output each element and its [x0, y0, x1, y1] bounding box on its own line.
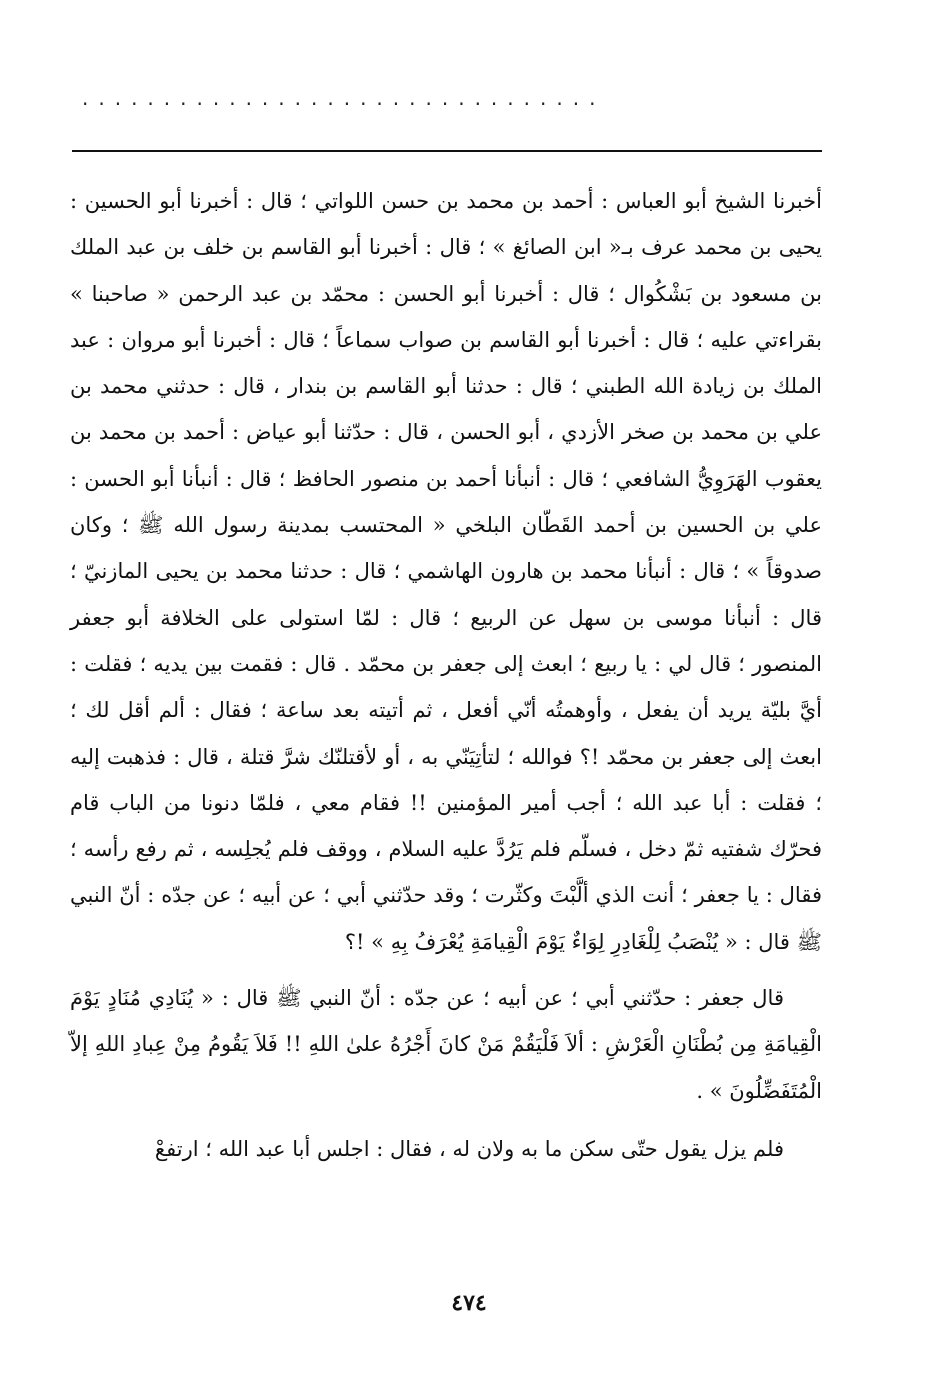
page-number: ٤٧٤ — [451, 1290, 487, 1316]
paragraph-isnad: أخبرنا الشيخ أبو العباس : أحمد بن محمد بن حسن اللواتي ؛ قال : أخبرنا أبو الحسين : يحيى بن محمد عرف بـ« ابن الصائغ » ؛ قال : أخبرنا أبو القاسم بن خلف بن عبد الملك بن مسعود بن بَشْكُوال ؛ قال : أخبرنا أبو الحسن : محمّد بن عبد الرحمن « صاحبنا » بقراءتي عليه ؛ قال : أخبرنا أبو القاسم بن صواب سماعاً ؛ قال : أخبرنا أبو مروان : عبد الملك بن زيادة الله الطبني ؛ قال : حدثنا أبو القاسم بن بندار ، قال : حدثني محمد بن علي بن محمد بن صخر الأزدي ، أبو الحسن ، قال : حدّثنا أبو عياض : أحمد بن محمد بن يعقوب الهَرَوِيُّ الشافعي ؛ قال : أنبأنا أحمد بن منصور الحافظ ؛ قال : أنبأنا أبو الحسن : علي بن الحسين بن أحمد القَطّان البلخي « المحتسب بمدينة رسول الله ﷺ ؛ وكان صدوقاً » ؛ قال : أنبأنا محمد بن هارون الهاشمي ؛ قال : حدثنا محمد بن يحيى المازنيّ ؛ قال : أنبأنا موسى بن سهل عن الربيع ؛ قال : لمّا استولى على الخلافة أبو جعفر المنصور ؛ قال لي : يا ربيع ؛ ابعث إلى جعفر بن محمّد . قال : فقمت بين يديه ؛ فقلت : أيَّ بليّة يريد أن يفعل ، وأوهمتُه أنّي أفعل ، ثم أتيته بعد ساعة ؛ فقال : ألم أقل لك ؛ ابعث إلى جعفر بن محمّد !؟ فوالله ؛ لتأتِيَنّي به ، أو لأقتلنّك شرَّ قتلة ، قال : فذهبت إليه ؛ فقلت : أبا عبد الله ؛ أجب أمير المؤمنين !! فقام معي ، فلمّا دنونا من الباب قام فحرّك شفتيه ثمّ دخل ، فسلّم فلم يَرُدَّ عليه السلام ، ووقف فلم يُجلِسه ، ثم رفع رأسه ؛ فقال : يا جعفر ؛ أنت الذي ألَّبْتَ وكثّرت ؛ وقد حدّثني أبي ؛ عن أبيه ؛ عن جدّه : أنّ النبي ﷺ قال : « يُنْصَبُ لِلْغَادِرِ لِوَاءٌ يَوْمَ الْقِيامَةِ يُعْرَفُ بِهِ » !؟ — [70, 189, 822, 954]
header-dotted-line: ................................ — [82, 86, 606, 110]
paragraph-continuation: فلم يزل يقول حتّى سكن ما به ولان له ، فقال : اجلس أبا عبد الله ؛ ارتفعْ — [154, 1136, 784, 1161]
paragraph-jafar-hadith: قال جعفر : حدّثني أبي ؛ عن أبيه ؛ عن جدّه : أنّ النبي ﷺ قال : « يُنَادِي مُنَادٍ يَوْمَ الْقِيامَةِ مِن بُطْنَانِ الْعَرْشِ : ألاَ فَلْيَقُمْ مَنْ كانَ أَجْرُهُ علىٰ اللهِ !! فَلاَ يَقُومُ مِنْ عِبادِ اللهِ إلاّ الْمُتَفَضِّلُونَ » . — [70, 986, 822, 1103]
header-rule — [72, 150, 822, 152]
page-body — [70, 178, 822, 1172]
